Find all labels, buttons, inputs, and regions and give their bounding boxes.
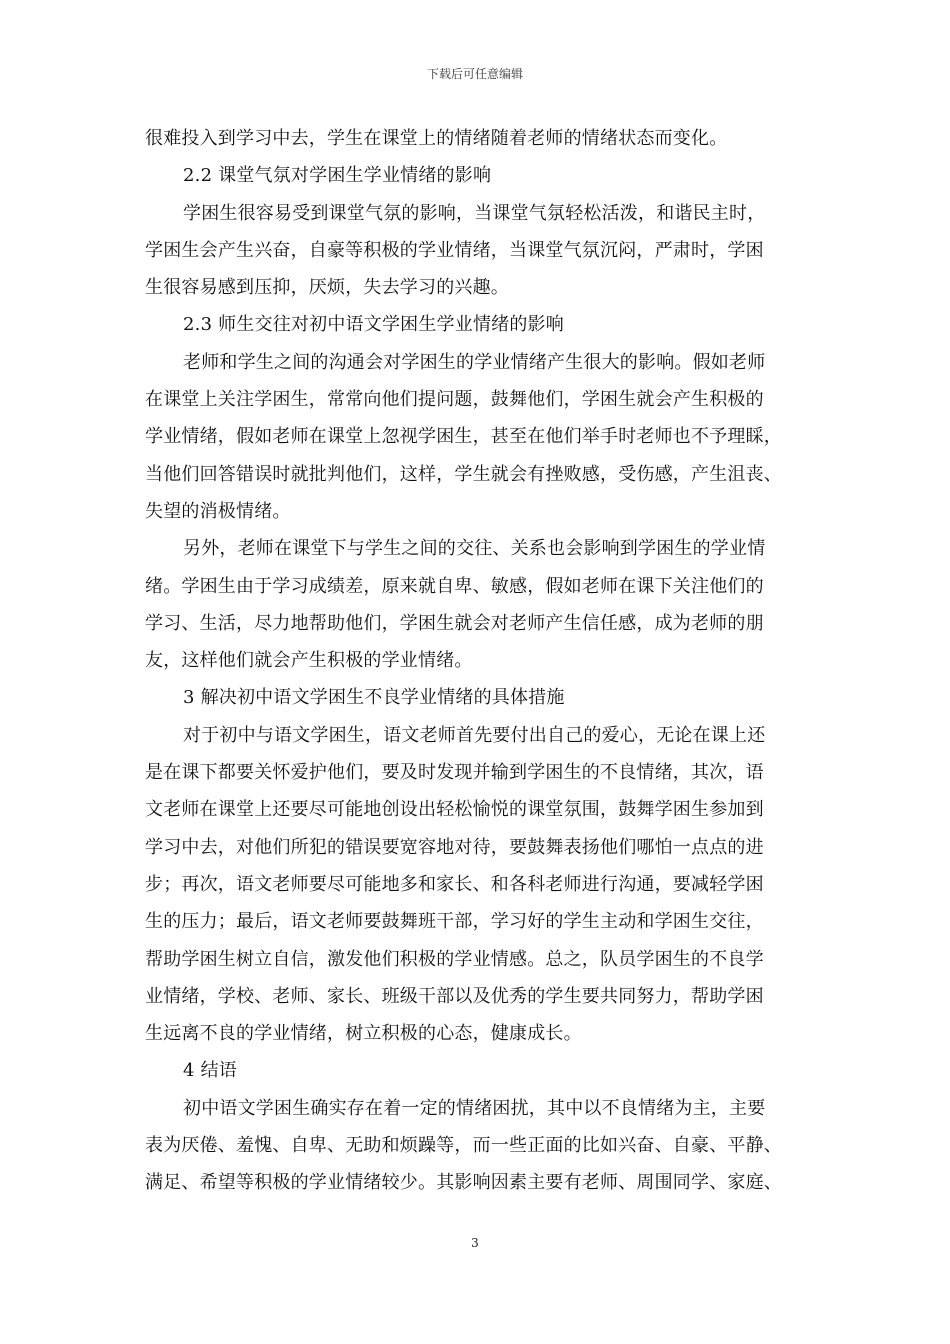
text-line: 很难投入到学习中去，学生在课堂上的情绪随着老师的情绪状态而变化。: [145, 128, 728, 149]
text-line: 在课堂上关注学困生，常常向他们提问题，鼓舞他们，学困生就会产生积极的: [145, 389, 764, 411]
text-line: 表为厌倦、羞愧、自卑、无助和烦躁等，而一些正面的比如兴奋、自豪、平静、: [145, 1135, 782, 1157]
text-line: 业情绪，学校、老师、家长、班级干部以及优秀的学生要共同努力，帮助学困: [145, 985, 764, 1007]
text-line: 学习、生活，尽力地帮助他们，学困生就会对老师产生信任感，成为老师的朋: [145, 612, 764, 634]
page-number: 3: [471, 1236, 479, 1250]
text-line: 对于初中与语文学困生，语文老师首先要付出自己的爱心，无论在课上还: [183, 724, 766, 746]
text-line: 失望的消极情绪。: [145, 500, 291, 522]
text-line: 友，这样他们就会产生积极的学业情绪。: [145, 650, 473, 672]
text-line: 初中语文学困生确实存在着一定的情绪困扰，其中以不良情绪为主，主要: [183, 1097, 766, 1119]
text-line: 生的压力；最后，语文老师要鼓舞班干部，学习好的学生主动和学困生交往，: [145, 911, 764, 933]
text-line: 老师和学生之间的沟通会对学困生的学业情绪产生很大的影响。假如老师: [183, 351, 766, 373]
text-line: 满足、希望等积极的学业情绪较少。其影响因素主要有老师、周围同学、家庭、: [145, 1172, 782, 1194]
text-line: 是在课下都要关怀爱护他们，要及时发现并输到学困生的不良情绪，其次，语: [145, 762, 764, 784]
text-line: 生远离不良的学业情绪，树立积极的心态，健康成长。: [145, 1023, 582, 1045]
text-line: 绪。学困生由于学习成绩差，原来就自卑、敏感，假如老师在课下关注他们的: [145, 575, 764, 597]
page-header: 下载后可任意编辑: [426, 67, 523, 81]
document-body: [145, 120, 813, 1202]
text-line: 另外，老师在课堂下与学生之间的交往、关系也会影响到学困生的学业情: [183, 538, 766, 560]
text-line: 当他们回答错误时就批判他们，这样，学生就会有挫败感，受伤感，产生沮丧、: [145, 463, 782, 485]
section-heading: 2.2 课堂气氛对学困生学业情绪的影响: [183, 165, 492, 187]
section-heading: 4 结语: [183, 1060, 237, 1082]
text-line: 生很容易感到压抑，厌烦，失去学习的兴趣。: [145, 277, 509, 299]
text-line: 帮助学困生树立自信，激发他们积极的学业情感。总之，队员学困生的不良学: [145, 948, 764, 970]
text-line: 学业情绪，假如老师在课堂上忽视学困生，甚至在他们举手时老师也不予理睬，: [145, 426, 782, 448]
text-line: 学困生很容易受到课堂气氛的影响，当课堂气氛轻松活泼，和谐民主时，: [183, 202, 766, 224]
text-line: 学困生会产生兴奋，自豪等积极的学业情绪，当课堂气氛沉闷，严肃时，学困: [145, 239, 764, 261]
section-heading: 3 解决初中语文学困生不良学业情绪的具体措施: [183, 687, 565, 709]
text-line: 学习中去，对他们所犯的错误要宽容地对待，要鼓舞表扬他们哪怕一点点的进: [145, 836, 764, 858]
text-line: 文老师在课堂上还要尽可能地创设出轻松愉悦的课堂氛围，鼓舞学困生参加到: [145, 799, 764, 821]
text-line: 步；再次，语文老师要尽可能地多和家长、和各科老师进行沟通，要减轻学困: [145, 873, 764, 895]
section-heading: 2.3 师生交往对初中语文学困生学业情绪的影响: [183, 314, 564, 336]
